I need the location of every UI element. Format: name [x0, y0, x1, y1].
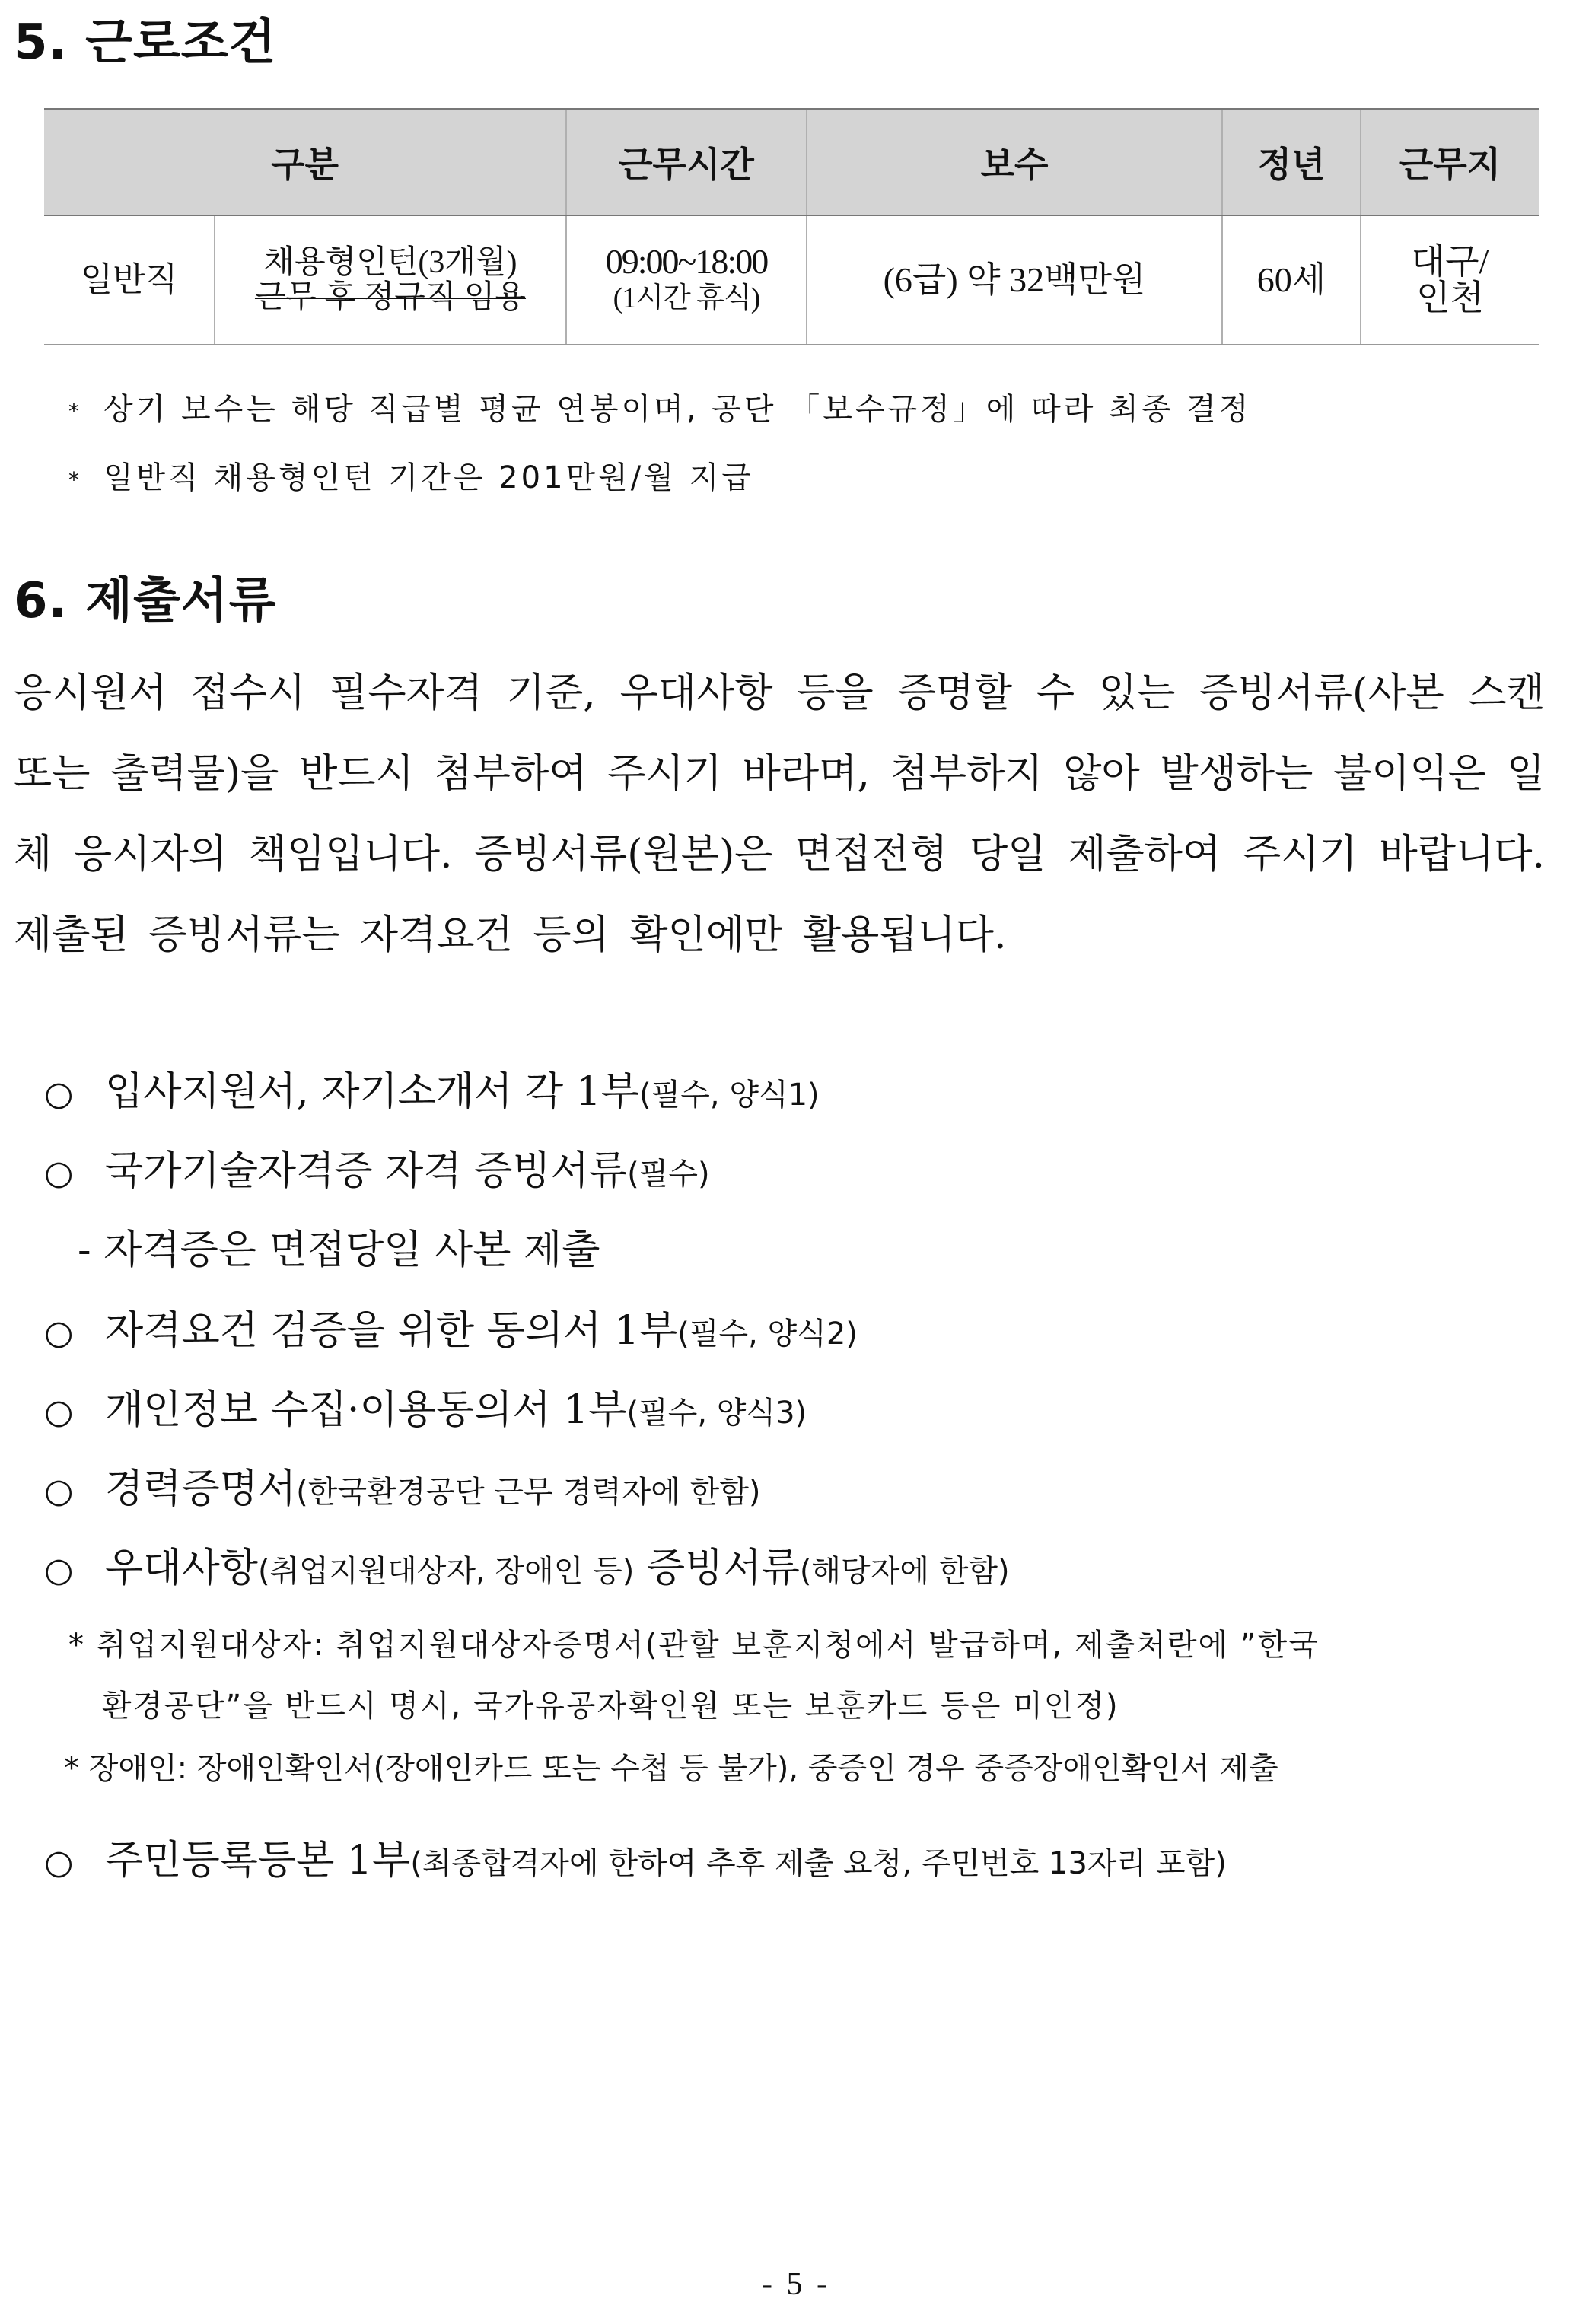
item-main: 개인정보 수집·이용동의서 1부 [105, 1387, 627, 1433]
note-asterisk: * [68, 466, 82, 492]
list-item [44, 1059, 820, 1116]
section-6-title: 6. 제출서류 [14, 573, 277, 629]
item-main: 입사지원서, 자기소개서 각 1부 [105, 1069, 639, 1115]
bullet-circle: ○ [44, 1313, 74, 1352]
cell-category [215, 215, 566, 345]
disability-note: * 장애인: 장애인확인서(장애인카드 또는 수첩 등 불가), 중증인 경우 중증장애인확인서 제출 [64, 1751, 1278, 1786]
item-main: 우대사항 [105, 1546, 258, 1591]
intern-pay-note [68, 454, 754, 497]
cell-hours [566, 215, 807, 345]
section-5-title: 5. 근로조건 [14, 14, 277, 71]
hours-line-2: (1시간 휴식) [613, 282, 760, 314]
header-hours: 근무시간 [566, 109, 807, 215]
location-line-1: 대구/ [1411, 242, 1489, 281]
list-item-subnote: - 자격증은 면접당일 사본 제출 [78, 1227, 600, 1273]
item-note: (최종합격자에 한하여 추후 제출 요청, 주민번호 13자리 포함) [410, 1846, 1227, 1881]
item-note: (필수, 양식3) [626, 1396, 807, 1431]
list-item [44, 1377, 807, 1434]
location-line-2: 인천 [1416, 279, 1484, 317]
table-header-row [44, 109, 1539, 215]
category-line-1: 채용형인턴(3개월) [263, 245, 517, 280]
list-item [44, 1456, 761, 1514]
list-item [44, 1828, 1227, 1885]
bullet-circle: ○ [44, 1472, 74, 1511]
header-retirement: 정년 [1222, 109, 1361, 215]
list-item [44, 1298, 858, 1355]
item-main: 국가기술자격증 자격 증빙서류 [105, 1148, 628, 1194]
cell-location [1361, 215, 1539, 345]
item-main: 경력증명서 [105, 1466, 297, 1512]
hours-line-1: 09:00~18:00 [605, 242, 768, 281]
item-note: (필수, 양식1) [639, 1078, 820, 1113]
list-item [44, 1138, 710, 1195]
item-main: 자격요건 검증을 위한 동의서 1부 [105, 1308, 678, 1354]
item-note-2: (해당자에 한함) [799, 1554, 1010, 1589]
bullet-circle: ○ [44, 1074, 74, 1113]
item-main-2: 증빙서류 [634, 1546, 800, 1591]
note-text: 상기 보수는 해당 직급별 평균 연봉이며, 공단 「보수규정」에 따라 최종 결정 [103, 392, 1252, 427]
header-category: 구분 [44, 109, 566, 215]
item-main: 주민등록등본 1부 [105, 1838, 411, 1883]
list-item [44, 1536, 1010, 1593]
note-asterisk: * [68, 398, 82, 424]
cell-type: 일반직 [44, 215, 215, 345]
bullet-circle: ○ [44, 1154, 74, 1192]
header-pay: 보수 [807, 109, 1222, 215]
bullet-circle: ○ [44, 1393, 74, 1431]
cell-retirement: 60세 [1222, 215, 1361, 345]
item-note: (한국환경공단 근무 경력자에 한함) [296, 1475, 761, 1510]
working-conditions-table [44, 108, 1539, 345]
item-note: (필수) [627, 1157, 710, 1192]
cell-pay: (6급) 약 32백만원 [807, 215, 1222, 345]
item-note: (필수, 양식2) [677, 1316, 858, 1351]
header-location: 근무지 [1361, 109, 1539, 215]
table-row [44, 215, 1539, 345]
veteran-note-continued: 환경공단”을 반드시 명시, 국가유공자확인원 또는 보훈카드 등은 미인정) [102, 1689, 1119, 1724]
pay-note [68, 385, 1251, 428]
bullet-circle: ○ [44, 1551, 74, 1590]
submission-paragraph: 응시원서 접수시 필수자격 기준, 우대사항 등을 증명할 수 있는 증빙서류(사본 스캔 또는 출력물)을 반드시 첨부하여 주시기 바라며, 첨부하지 않아 발생하는 불이익은 일체 응시자의 책임입니다. 증빙서류(원본)은 면접전형 당일 제출하여 주시기 바랍니다. 제출된 증빙서류는 자격요건 등의 확인에만 활용됩니다. [14, 670, 1545, 958]
note-text: 일반직 채용형인턴 기간은 201만원/월 지급 [103, 460, 754, 495]
page-number: - 5 - [762, 2267, 830, 2302]
item-note: (취업지원대상자, 장애인 등) [257, 1554, 635, 1589]
category-line-2: 근무 후 정규직 임용 [254, 280, 527, 315]
veteran-note: * 취업지원대상자: 취업지원대상자증명서(관할 보훈지청에서 발급하며, 제출처란에 ”한국 [68, 1628, 1320, 1663]
bullet-circle: ○ [44, 1843, 74, 1882]
